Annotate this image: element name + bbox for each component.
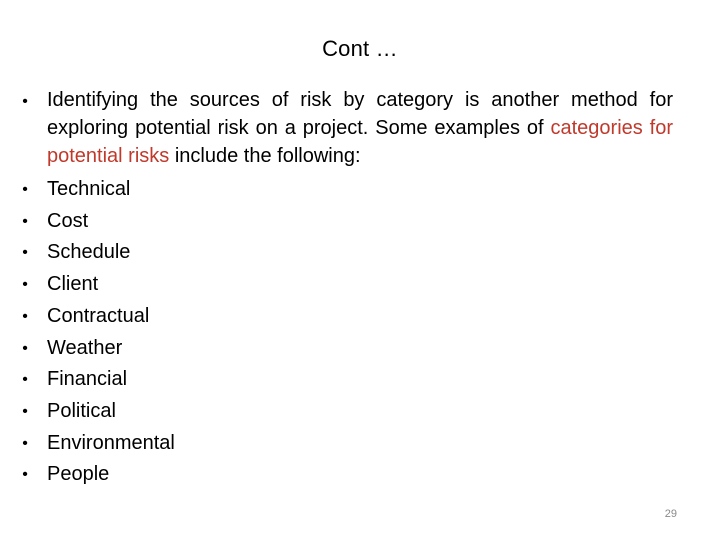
list-item-label: Cost [47, 209, 89, 232]
bullet-icon: • [22, 434, 28, 452]
intro-text-after: include the following: [169, 145, 361, 167]
list-item-label: Political [47, 399, 116, 422]
bullet-icon: • [22, 93, 28, 110]
bullet-icon: • [22, 276, 28, 294]
list-item-label: Technical [47, 178, 131, 200]
intro-text-before: Identifying the sources of risk by category is another method for exploring potential risk on a project. Some examples of [47, 89, 673, 139]
list-item-technical [18, 174, 673, 206]
list-item-label: Contractual [47, 304, 150, 327]
bullet-icon: • [22, 212, 28, 230]
bullet-icon: • [22, 466, 28, 484]
list-item-contractual [18, 301, 673, 333]
list-item-cost [18, 206, 673, 238]
bullet-icon: • [22, 181, 28, 198]
bullet-icon: • [22, 339, 28, 357]
bullet-icon: • [22, 244, 28, 262]
page-number: 29 [664, 508, 677, 520]
bullet-icon: • [22, 371, 28, 389]
list-item-people [18, 459, 673, 491]
list-item-financial [18, 364, 673, 396]
list-item-environmental [18, 428, 673, 460]
list-item-label: Financial [47, 368, 128, 391]
list-item-label: Client [47, 273, 99, 296]
bullet-list [18, 86, 673, 491]
list-item-schedule [18, 237, 673, 269]
list-item-label: People [47, 463, 110, 486]
list-item-client [18, 269, 673, 301]
slide-title: Cont … [322, 36, 398, 61]
intro-paragraph [47, 86, 673, 170]
intro-highlight: categories for potential risks [47, 117, 674, 167]
list-item-political [18, 396, 673, 428]
bullet-icon: • [22, 402, 28, 420]
list-item-weather [18, 333, 673, 365]
list-item-label: Schedule [47, 241, 131, 264]
list-item-label: Weather [47, 336, 123, 359]
list-item-intro [18, 86, 673, 170]
list-item-label: Environmental [47, 431, 175, 454]
bullet-icon: • [22, 307, 28, 325]
